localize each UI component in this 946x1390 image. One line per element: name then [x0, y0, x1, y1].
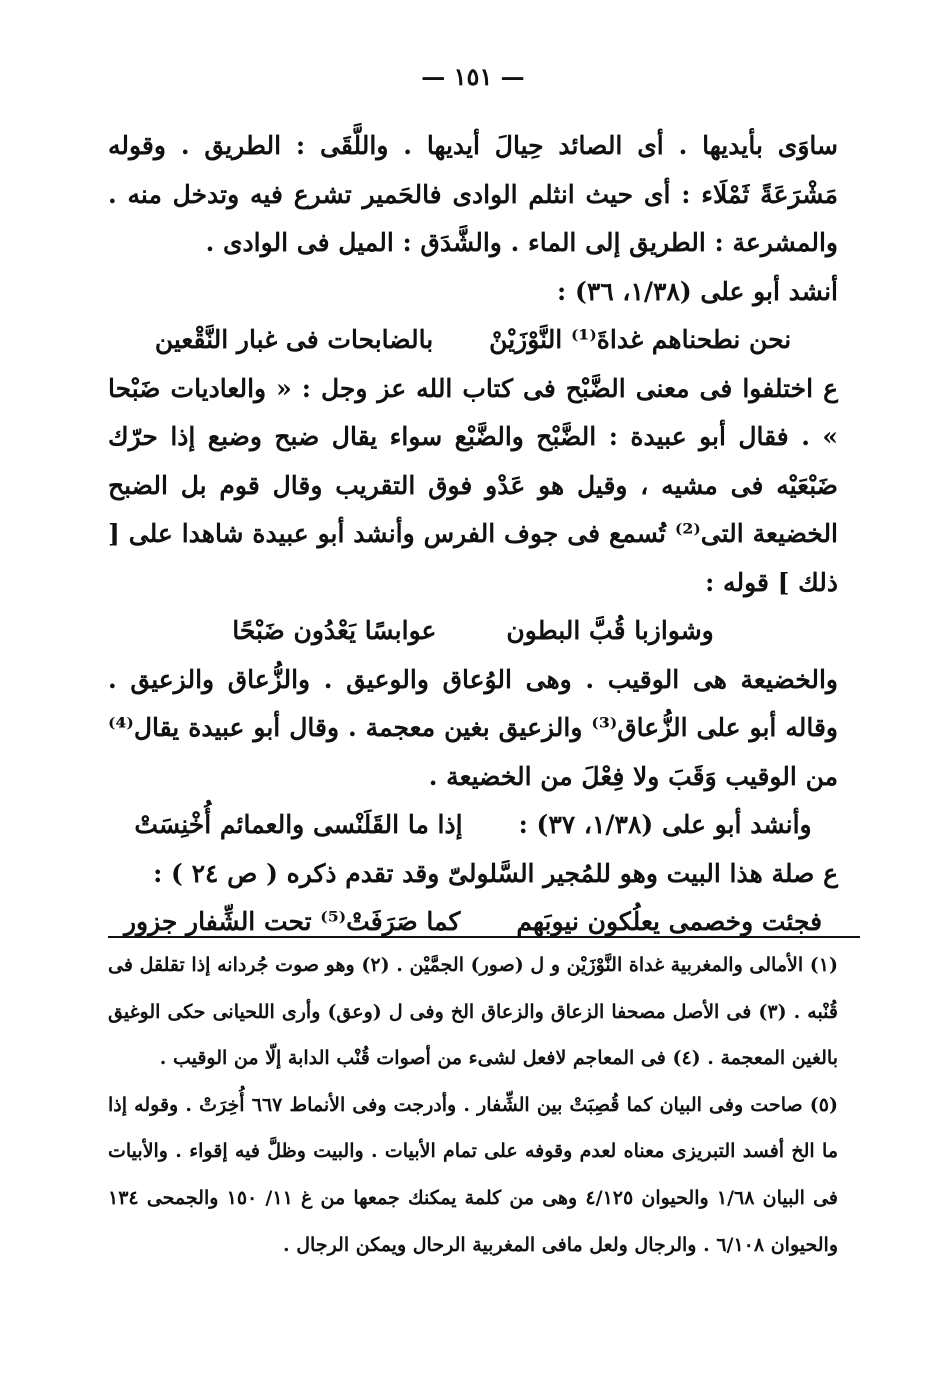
paragraph: أنشد أبو على (١/٣٨، ٣٦) :	[557, 276, 838, 306]
verse-hemistich: وشوازبا قُبَّ البطون	[506, 616, 714, 645]
verse-hemistich: عوابسًا يَعْدُون ضَبْحًا	[232, 616, 437, 645]
verse-hemistich: بالضابحات فى غبار النَّقْعين	[154, 325, 434, 354]
verse-hemistich: إذا ما القَلَنْسى والعمائم أُخْنِسَتْ	[134, 810, 463, 839]
verse-hemistich: نحن نطحناهم غداةَ⁽¹⁾ النَّوْزَيْنْ	[489, 325, 792, 354]
paragraph: والخضيعة هى الوقيب . وهى الوُعاق والوعيق . والزُّعاق والزعيق . وقاله أبو على الزُّعاق⁽³⁾ والزعيق بغين معجمة . وقال أبو عبيدة يقال⁽⁴⁾ من الوقيب وَقَبَ ولا فِعْلَ من الخضيعة .	[108, 664, 838, 791]
footnote-divider	[108, 936, 860, 938]
footnotes	[108, 942, 838, 1268]
paragraph: ساوَى بأيديها . أى الصائد حِيالَ أيديها . واللَّقَى : الطريق . وقوله مَشْرَعَةً ثَمْلَاء : أى حيث انثلم الوادى فالحَمير تشرع فيه وتدخل منه . والمشرعة : الطريق إلى الماء . والشَّدَق : الميل فى الوادى .	[108, 131, 838, 257]
paragraph: ع صلة هذا البيت وهو للمُجير السَّلولىّ وقد تقدم ذكره ( ص ٢٤ ) :	[153, 858, 838, 888]
verse-hemistich: كما صَرَفَتْ⁽⁵⁾ تحت الشِّفار جزور	[123, 907, 461, 936]
verse-hemistich: وأنشد أبو على (١/٣٨، ٣٧) :	[518, 810, 812, 839]
main-text	[108, 122, 838, 947]
page-number: — ١٥١ —	[421, 62, 525, 91]
footnote: (٥) صاحت وفى البيان كما قُصِبَتْ بين الشِّفار . وأدرجت وفى الأنماط ٦٦٧ أُخِرَتْ . وقوله إذا ما الخ أفسد التبريزى معناه لعدم وقوفه على تمام الأبيات . والبيت وظلَّ فيه إقواء . والأبيات فى البيان ١/٦٨ والحيوان ٤/١٢٥ وهى من كلمة يمكنك جمعها من غ ١١/ ١٥٠ والجمحى ١٣٤ والحيوان ٦/١٠٨ . والرجال ولعل مافى المغربية الرحال ويمكن الرجال .	[108, 1093, 838, 1256]
footnote: (١) الأمالى والمغربية غداة النَّوْزَيْن و ل (صور) الجمَّيْن . (٢) وهو صوت جُردانه إذا تقلقل فى قُنْبه . (٣) فى الأصل مصحفا الزعاق والزعاق الخ وفى ل (وعق) وأرى اللحيانى حكى الوغيق بالغين المعجمة . (٤) فى المعاجم لافعل لشىء من أصوات قُنْب الدابة إلّا من الوقيب .	[108, 954, 839, 1070]
verse-line	[108, 607, 838, 656]
verse-hemistich: فجئت وخصمى يعلُكون نيوبَهم	[516, 907, 823, 936]
verse-line	[108, 316, 838, 365]
verse-line	[108, 898, 838, 947]
verse-line	[108, 801, 838, 850]
paragraph: ع اختلفوا فى معنى الضَّبْح فى كتاب الله عز وجل : « والعاديات ضَبْحا » . فقال أبو عبيدة : الضَّبْح والضَّبْع سواء يقال ضبح وضبع إذا حرّك ضَبْعَيْه فى مشيه ، وقيل هو عَدْو فوق التقريب وقال قوم بل الضبح الخضيعة التى⁽²⁾ تُسمع فى جوف الفرس وأنشد أبو عبيدة شاهدا على [ ذلك ] قوله :	[108, 373, 839, 597]
